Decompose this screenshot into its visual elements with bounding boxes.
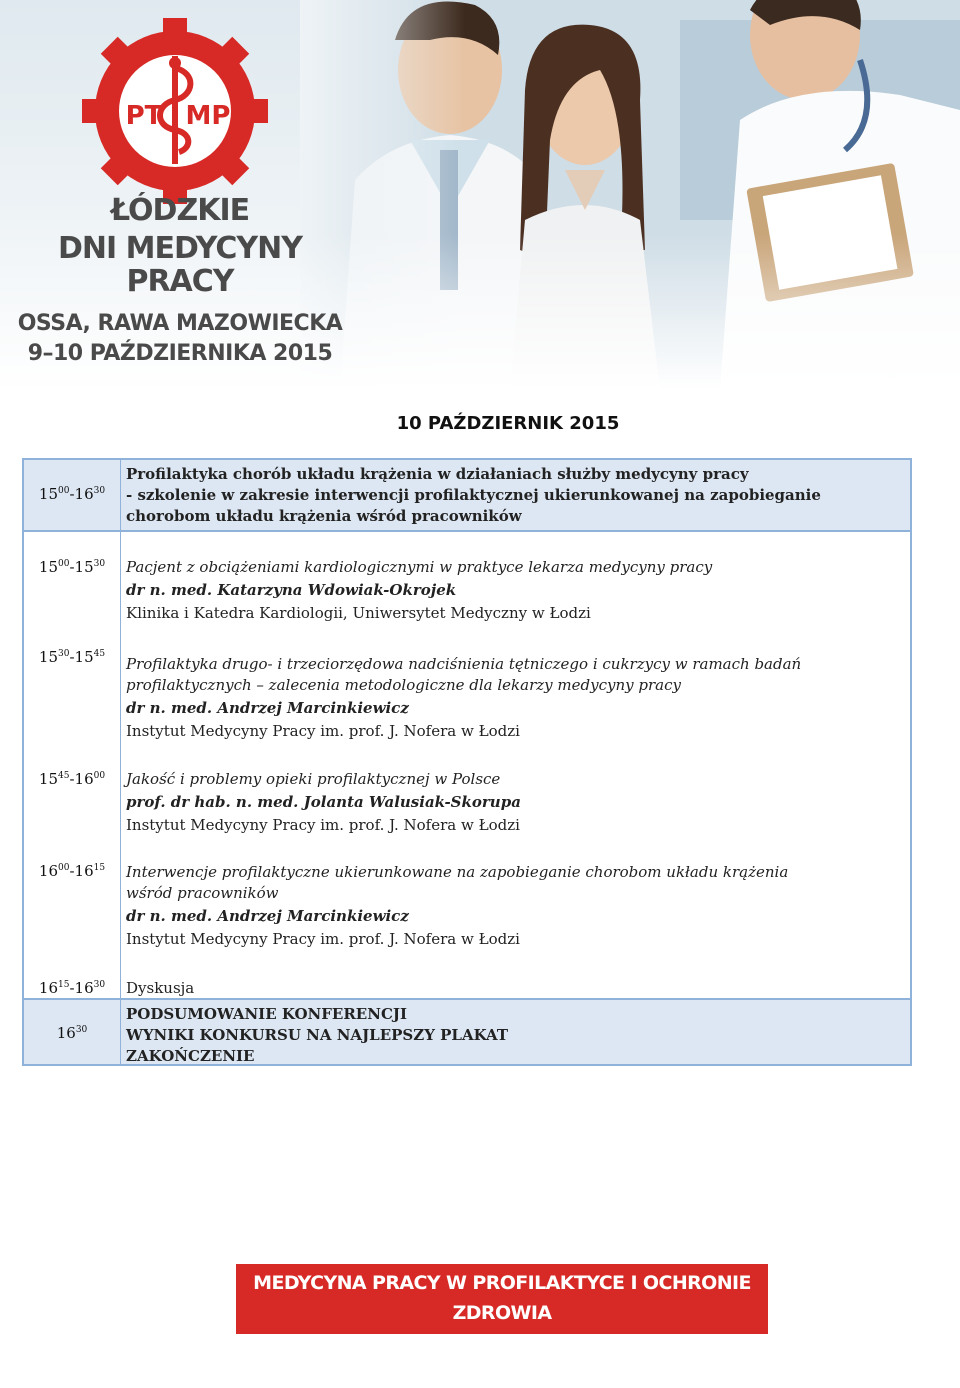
- list-item: [126, 769, 896, 836]
- logo-text-right: MP: [185, 101, 231, 131]
- header-banner: [0, 0, 960, 390]
- item-speaker: dr n. med. Andrzej Marcinkiewicz: [126, 699, 409, 717]
- event-location: OSSA, RAWA MAZOWIECKA: [17, 311, 343, 337]
- event-name-line1: ŁÓDZKIE: [110, 193, 250, 228]
- session-time: $15^{00}-16^{30}$: [38, 485, 106, 503]
- item-institution: Instytut Medycyny Pracy im. prof. J. Nofera w Łodzi: [126, 722, 520, 740]
- medical-staff-photo: [300, 0, 960, 390]
- event-title: [0, 195, 360, 366]
- session-title: Profilaktyka chorób układu krążenia w działaniach służby medycyny pracy - szkolenie w zakresie interwencji profilaktycznej ukierunkowanej na zapobieganie chorobom układu krążenia wśród pracowników: [126, 465, 821, 525]
- ptmp-logo: [82, 18, 268, 204]
- item-time: $15^{00}-15^{30}$: [38, 558, 106, 576]
- item-topic: Dyskusja: [126, 979, 195, 997]
- list-item: Interwencje profilaktyczne ukierunkowane na zapobieganie chorobom układu krążenia wśród pracowników dr n. med. Andrzej Marcinkiewicz Instytut Medycyny Pracy im. prof. J. Nofera w Łodzi: [126, 862, 896, 950]
- list-item: [126, 978, 896, 999]
- footer-line2: ORAZ KSZTAŁTOWANIU POSTAW PROZDROWOTNYCH: [338, 1332, 666, 1384]
- item-topic: Jakość i problemy opieki profilaktycznej w Polsce: [126, 770, 501, 788]
- closing-time: $16^{30}$: [56, 1024, 88, 1042]
- footer-banner: [236, 1264, 768, 1384]
- item-time: $15^{45}-16^{00}$: [38, 770, 106, 788]
- column-divider: [120, 460, 121, 1064]
- item-institution: Instytut Medycyny Pracy im. prof. J. Nofera w Łodzi: [126, 930, 520, 948]
- day-heading: 10 PAŹDZIERNIK 2015: [396, 413, 620, 434]
- item-speaker: dr n. med. Katarzyna Wdowiak-Okrojek: [126, 581, 457, 599]
- item-speaker: dr n. med. Andrzej Marcinkiewicz: [126, 907, 409, 925]
- item-institution: Klinika i Katedra Kardiologii, Uniwersytet Medyczny w Łodzi: [126, 604, 591, 622]
- item-speaker: prof. dr hab. n. med. Jolanta Walusiak-Skorupa: [126, 793, 521, 811]
- item-topic: Pacjent z obciążeniami kardiologicznymi w praktyce lekarza medycyny pracy: [126, 558, 713, 576]
- item-institution: Instytut Medycyny Pracy im. prof. J. Nofera w Łodzi: [126, 816, 520, 834]
- item-time: $16^{15}-16^{30}$: [38, 979, 106, 997]
- event-name-line2: DNI MEDYCYNY PRACY: [58, 231, 302, 299]
- list-item: Profilaktyka drugo- i trzeciorzędowa nadciśnienia tętniczego i cukrzycy w ramach badań profilaktycznych – zalecenia metodologiczne dla lekarzy medycyny pracy dr n. med. Andrzej Marcinkiewicz Instytut Medycyny Pracy im. prof. J. Nofera w Łodzi: [126, 654, 896, 742]
- item-time: $15^{30}-15^{45}$: [38, 648, 106, 666]
- item-topic: Profilaktyka drugo- i trzeciorzędowa nadciśnienia tętniczego i cukrzycy w ramach badań: [126, 655, 802, 673]
- programme-table: [22, 458, 912, 1066]
- logo-text-left: PT: [125, 101, 163, 131]
- event-dates: 9–10 PAŹDZIERNIKA 2015: [27, 340, 333, 366]
- item-topic: Interwencje profilaktyczne ukierunkowane na zapobieganie chorobom układu krążenia: [126, 863, 789, 881]
- list-item: [126, 557, 896, 624]
- closing-content: PODSUMOWANIE KONFERENCJI WYNIKI KONKURSU NA NAJLEPSZY PLAKAT ZAKOŃCZENIE: [126, 1005, 509, 1065]
- item-time: $16^{00}-16^{15}$: [38, 862, 106, 880]
- footer-line1: MEDYCYNA PRACY W PROFILAKTYCE I OCHRONIE ZDROWIA: [253, 1272, 751, 1324]
